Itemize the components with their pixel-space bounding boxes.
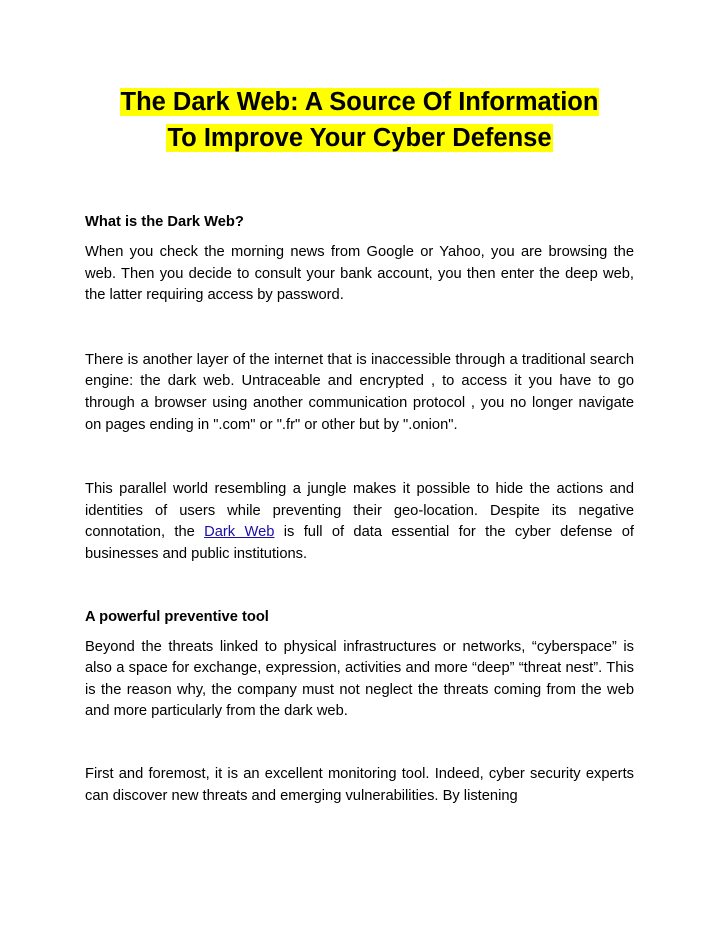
paragraph-4: Beyond the threats linked to physical infrastructures or networks, “cyberspace” is also a space for exchange, expression, activities and more “deep” “threat nest”. This is the reason why, the company must not neglect the threats coming from the web and more particularly from the dark web. — [85, 638, 634, 720]
paragraph-5: First and foremost, it is an excellent monitoring tool. Indeed, cyber security experts can discover new threats and emerging vulnerabilities. By listening — [85, 765, 634, 804]
paragraph-3-text-before: This parallel world resembling a jungle makes it possible to hide the actions and identities of users while preventing their geo-location. Despite its negative connotation, the — [85, 481, 634, 541]
dark-web-link[interactable]: Dark Web — [204, 524, 275, 541]
document-title — [85, 84, 634, 156]
title-line-2: To Improve Your Cyber Defense — [167, 124, 552, 152]
section-heading-preventive-tool: A powerful preventive tool — [85, 608, 269, 625]
paragraph-3-text-after: is full of data essential for the cyber defense of businesses and public institutions. — [85, 524, 635, 562]
paragraph-2: There is another layer of the internet that is inaccessible through a traditional search engine: the dark web. Untraceable and encrypted , to access it you have to go through a browser using another communication protocol , you no longer navigate on pages ending in ".com" or ".fr" or other but by ".onion". — [85, 351, 634, 433]
paragraph-3 — [85, 479, 634, 565]
title-line-1: The Dark Web: A Source Of Information — [120, 88, 599, 116]
paragraph-1: When you check the morning news from Google or Yahoo, you are browsing the web. Then you decide to consult your bank account, you then enter the deep web, the latter requiring access by password. — [85, 244, 634, 304]
section-heading-what-is-dark-web: What is the Dark Web? — [85, 214, 244, 230]
